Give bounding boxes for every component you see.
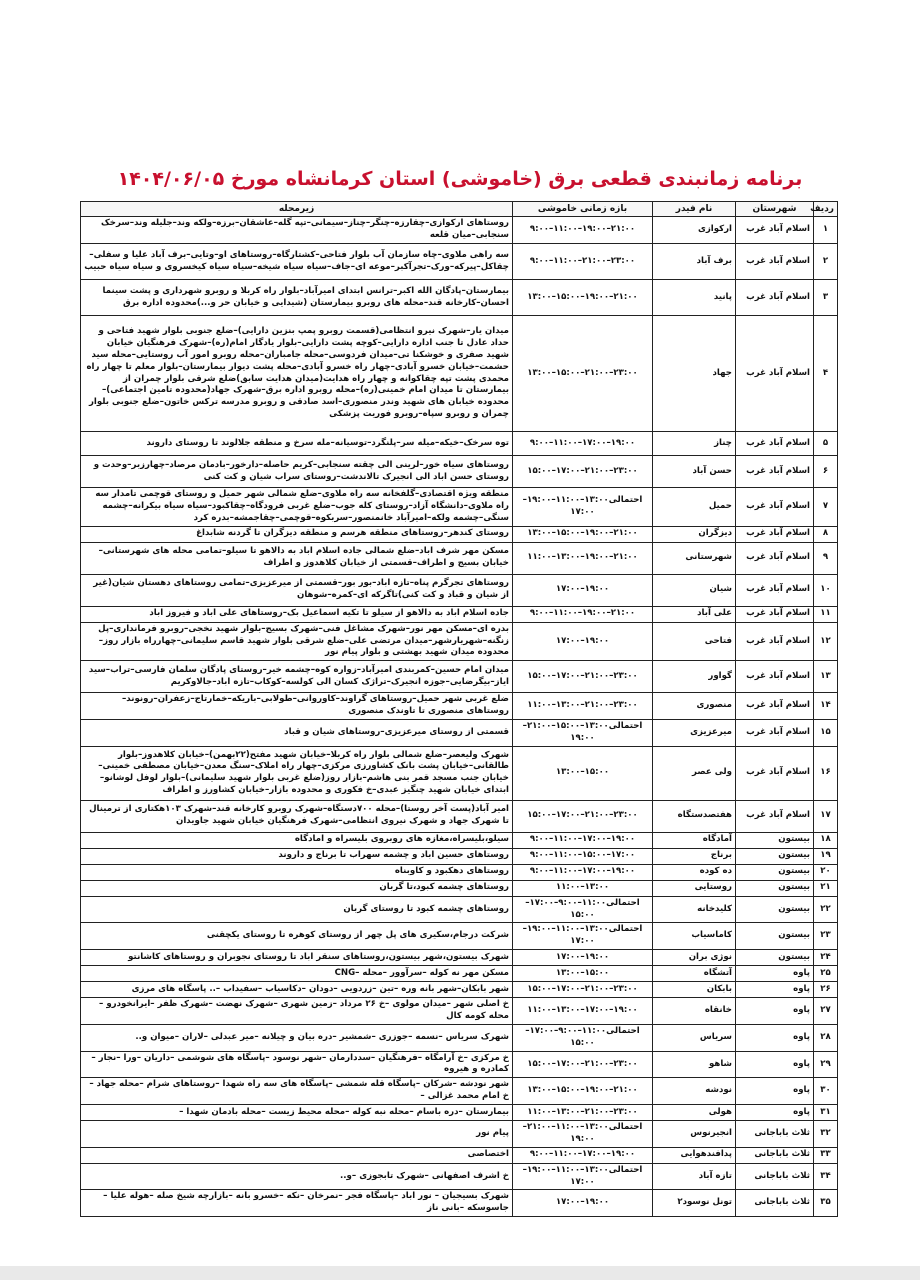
row-area: روستاهای تجرگرم پناه–تازه اباد–بور بور–قسمتی از میرعزیزی–تمامی روستاهای دهستان شیان(غیر از شیان و قباد و کت کنی)تاگرکه ای–کمره–شوهان [81,574,513,606]
row-area: شهرک بسیجیان – نور اباد –پاسگاه فجر –نمرخان –نکه –خسرو بانه –بازارچه شیخ صله –هوله علیا –جاسوسکه –بانی ناز [81,1190,513,1217]
row-feeder: تازه آباد [653,1163,736,1190]
header-time: بازه زمانی خاموشی [513,202,653,217]
row-index: ۲۸ [814,1024,838,1051]
row-time: ۱۷:۰۰–۱۵:۰۰–۱۱:۰۰–۹:۰۰ [513,848,653,864]
table-row [81,693,838,720]
row-feeder: میرعزیزی [653,720,736,747]
row-city: بیستون [736,923,814,950]
row-time: احتمالی۱۳:۰۰–۱۱:۰۰–۱۹:۰۰–۱۷:۰۰ [513,488,653,527]
table-row [81,574,838,606]
row-feeder: انجیرنوس [653,1121,736,1148]
table-row [81,622,838,661]
row-index: ۲۷ [814,998,838,1025]
row-time: احتمالی۱۳:۰۰–۱۵:۰۰–۲۱:۰۰–۱۹:۰۰ [513,720,653,747]
row-feeder: ارکوازی [653,217,736,244]
row-index: ۳۳ [814,1147,838,1163]
row-time: ۱۹:۰۰–۱۷:۰۰ [513,1190,653,1217]
table-row [81,542,838,574]
row-feeder: گواور [653,661,736,693]
row-time: ۱۵:۰۰–۱۳:۰۰ [513,746,653,800]
row-feeder: نوژی بران [653,950,736,966]
page-title: برنامه زمانبندی قطعی برق (خاموشی) استان کرمانشاه مورخ ۱۴۰۴/۰۶/۰۵ [117,168,803,190]
table-header-row [81,202,838,217]
table-row [81,456,838,488]
row-city: پاوه [736,966,814,982]
row-city: ثلاث باباجانی [736,1190,814,1217]
table-row [81,832,838,848]
table-row [81,896,838,923]
table-row [81,432,838,456]
row-area: بدره ای–مسکن مهر نور–شهرک مشاغل فنی–شهرک بسیج–بلوار شهید نخجی–روبرو فرمانداری–پل زنگنه–شهریارشهر–میدان مرتضی علی–ضلع شرقی بلوار شهید قاسم سلیمانی–چهارراه بازار روز–محدوده میدان شهید بهشتی و بلوار پیام نور [81,622,513,661]
row-index: ۳۴ [814,1163,838,1190]
table-row [81,864,838,880]
row-feeder: دیزگران [653,526,736,542]
row-area: روستاهای ارکوازی–چقارزه–چنگر–چناز–سیمانی–تپه گله–عاشقان–برزه–ولکه وند–جلیله وند–سرخک سنجابی–میان قلعه [81,217,513,244]
row-feeder: شهرستانی [653,542,736,574]
header-area: زیرمحله [81,202,513,217]
table-row [81,661,838,693]
row-area: روستاهای دهکبود و کاوبناه [81,864,513,880]
row-time: ۱۹:۰۰–۱۷:۰۰–۱۱:۰۰–۹:۰۰ [513,1147,653,1163]
row-feeder: نودشه [653,1078,736,1105]
row-index: ۷ [814,488,838,527]
row-index: ۱۲ [814,622,838,661]
row-feeder: منصوری [653,693,736,720]
row-area: خ اشرف اصفهانی –شهرک تابجوزی –و.. [81,1163,513,1190]
row-index: ۶ [814,456,838,488]
table-row [81,1190,838,1217]
row-area: شهر نودشه –شرکان –پاسگاه قله شمشی –پاسگاه های سه راه شهدا –روستاهای شرام –محله جهاد –خ امام محمد غزالی – [81,1078,513,1105]
row-area: جاده اسلام اباد به دالاهو از سیلو تا تکیه اسماعیل بک–روستاهای علی اباد و فیروز اباد [81,606,513,622]
row-index: ۲۵ [814,966,838,982]
row-time: ۲۳:۰۰–۲۱:۰۰–۱۷:۰۰–۱۵:۰۰ [513,661,653,693]
header-index: ردیف [814,202,838,217]
row-time: ۱۹:۰۰–۱۷:۰۰–۱۱:۰۰–۹:۰۰ [513,832,653,848]
table-row [81,746,838,800]
row-feeder: کلیدخانه [653,896,736,923]
table-row [81,998,838,1025]
row-index: ۴ [814,316,838,432]
row-city: ثلاث باباجانی [736,1121,814,1148]
row-time: احتمالی۱۳:۰۰–۱۱:۰۰–۱۹:۰۰–۱۷:۰۰ [513,1163,653,1190]
row-time: ۲۱:۰۰–۱۹:۰۰–۱۳:۰۰–۱۱:۰۰ [513,542,653,574]
row-city: اسلام آباد غرب [736,720,814,747]
row-area: قسمتی از روستای میرعزیزی–روستاهای شیان و قباد [81,720,513,747]
row-feeder: تونل نوسود۲ [653,1190,736,1217]
row-time: ۲۳:۰۰–۲۱:۰۰–۱۱:۰۰–۹:۰۰ [513,244,653,280]
row-city: اسلام آباد غرب [736,244,814,280]
row-feeder: آمادگاه [653,832,736,848]
row-time: ۱۹:۰۰–۱۷:۰۰–۱۱:۰۰–۹:۰۰ [513,432,653,456]
row-area: میدان امام حسین–کمربندی امیرآباد–زواره کوه–چشمه خیر–روستای پادگان سلمان فارسی–تراب–سید ایاز–بیگرضایی–جوزه انجیرک–تراژک کسان الی کولسه–کوکاب–تازه اباد–جالاوکریم [81,661,513,693]
row-city: اسلام آباد غرب [736,574,814,606]
table-row [81,1078,838,1105]
row-city: بیستون [736,880,814,896]
table-row [81,280,838,316]
row-city: پاوه [736,982,814,998]
row-time: ۲۳:۰۰–۲۱:۰۰–۱۳:۰۰–۱۱:۰۰ [513,1105,653,1121]
row-city: اسلام آباد غرب [736,456,814,488]
table-row [81,1024,838,1051]
row-feeder: روستایی [653,880,736,896]
table-row [81,848,838,864]
row-area: مسکن مهر شرف اباد–ضلع شمالی جاده اسلام اباد به دالاهو تا سیلو–تمامی محله های شهرستانی–خیابان بسیج و اطراف–قسمتی از خیابان کلاهدوز و اطراف [81,542,513,574]
row-index: ۳۰ [814,1078,838,1105]
row-feeder: علی آباد [653,606,736,622]
table-row [81,244,838,280]
row-feeder: بابکان [653,982,736,998]
row-city: اسلام آباد غرب [736,432,814,456]
row-area: سه راهی ملاوی–چاه سازمان آب بلوار فتاحی–کشتارگاه–روستاهای او–وتایی–برف آباد علیا و سفلی–چقاکل–پیرکه–ورک–تجرآکبر–موعه ای–جاف–سیاه سیاه شیخه–سیاه سیاه کیخسروی و سیاه سیاه حبیب [81,244,513,280]
row-area: خ مرکزی –خ آرامگاه –فرهنگیان –سددارمان –شهر نوسود –پاسگاه های شوشمی –داریان –ورا –نجار –کمادره و هیروه [81,1051,513,1078]
row-index: ۱۳ [814,661,838,693]
row-index: ۱ [814,217,838,244]
row-feeder: جهاد [653,316,736,432]
row-city: اسلام آباد غرب [736,800,814,832]
row-index: ۱۶ [814,746,838,800]
table-row [81,800,838,832]
row-area: سیلو،بلیسراه،مغازه های روبروی بلیسراه و امادگاه [81,832,513,848]
row-time: ۱۹:۰۰–۱۷:۰۰ [513,950,653,966]
row-feeder: فتاحی [653,622,736,661]
row-time: ۲۱:۰۰–۱۹:۰۰–۱۵:۰۰–۱۳:۰۰ [513,1078,653,1105]
row-feeder: پدافندهوایی [653,1147,736,1163]
row-city: پاوه [736,1078,814,1105]
row-area: منطقه ویژه اقتصادی–گلفخانه سه راه ملاوی–ضلع شمالی شهر حمیل و روستای قوچمی تامدار سه راه ملاوی–دانشگاه آزاد–روستای کله جوب–ضلع غربی فرودگاه–چقاکبود–سیاه سیاه بیکرانه–چشمه سنگی–چشمه ولکه–امیرآباد خانمنصور–سربکوه–قوچمی–چقاجمشه–بدره کرد [81,488,513,527]
row-area: شهرک بیستون،شهر بیستون،روستاهای سنقر اباد تا روستای نجوبران و روستاهای کاشانتو [81,950,513,966]
row-area: روستاهای چشمه کبود،تا گربان [81,880,513,896]
row-city: بیستون [736,896,814,923]
row-feeder: برف آباد [653,244,736,280]
row-area: روستاهای حسین اباد و چشمه سهراب تا برناج و داروند [81,848,513,864]
row-feeder: ده کوده [653,864,736,880]
header-city: شهرستان [736,202,814,217]
table-row [81,982,838,998]
row-city: بیستون [736,864,814,880]
row-area: شرکت درجام،سکیری های پل چهر از روستای کوهره تا روستای یکچقنی [81,923,513,950]
row-city: بیستون [736,848,814,864]
row-feeder: پانید [653,280,736,316]
row-index: ۲۳ [814,923,838,950]
row-area: شهر بابکان–شهر بانه وره –تین –زردویی –دودان –دکاسیاب –سفیداب –.. پاسگاه های مرزی [81,982,513,998]
row-feeder: چناز [653,432,736,456]
row-time: ۲۳:۰۰–۲۱:۰۰–۱۷:۰۰–۱۵:۰۰ [513,1051,653,1078]
footer-bar [0,1266,920,1280]
row-feeder: خانقاه [653,998,736,1025]
row-time: ۱۵:۰۰–۱۳:۰۰ [513,966,653,982]
row-index: ۵ [814,432,838,456]
row-index: ۲۰ [814,864,838,880]
table-row [81,526,838,542]
row-time: ۲۳:۰۰–۲۱:۰۰–۱۷:۰۰–۱۵:۰۰ [513,982,653,998]
row-area: پیام نور [81,1121,513,1148]
row-feeder: حسن آباد [653,456,736,488]
row-feeder: کاماسیاب [653,923,736,950]
row-index: ۳۱ [814,1105,838,1121]
row-feeder: هفتصدستگاه [653,800,736,832]
row-feeder: هولی [653,1105,736,1121]
row-index: ۱۸ [814,832,838,848]
row-time: ۲۳:۰۰–۲۱:۰۰–۱۳:۰۰–۱۱:۰۰ [513,693,653,720]
row-index: ۳۵ [814,1190,838,1217]
row-city: اسلام آباد غرب [736,693,814,720]
row-time: ۲۱:۰۰–۱۹:۰۰–۱۵:۰۰–۱۳:۰۰ [513,526,653,542]
table-row [81,488,838,527]
table-row [81,923,838,950]
row-city: پاوه [736,1051,814,1078]
row-feeder: شیان [653,574,736,606]
row-index: ۱۵ [814,720,838,747]
table-row [81,950,838,966]
table-row [81,316,838,432]
row-city: اسلام آباد غرب [736,526,814,542]
row-time: ۱۳:۰۰–۱۱:۰۰ [513,880,653,896]
row-time: احتمالی۱۳:۰۰–۱۱:۰۰–۱۹:۰۰–۱۷:۰۰ [513,923,653,950]
row-area: روستای کندهر–روستاهای منطقه هرسم و منطقه دیزگران تا گردنه شابداغ [81,526,513,542]
table-row [81,1051,838,1078]
row-index: ۱۴ [814,693,838,720]
table-row [81,880,838,896]
header-feeder: نام فیدر [653,202,736,217]
row-time: ۱۹:۰۰–۱۷:۰۰–۱۳:۰۰–۱۱:۰۰ [513,998,653,1025]
row-city: بیستون [736,832,814,848]
row-feeder: برناج [653,848,736,864]
table-row [81,606,838,622]
row-time: ۲۱:۰۰–۱۹:۰۰–۱۱:۰۰–۹:۰۰ [513,606,653,622]
row-city: اسلام آباد غرب [736,280,814,316]
row-index: ۸ [814,526,838,542]
row-time: ۲۳:۰۰–۲۱:۰۰–۱۷:۰۰–۱۵:۰۰ [513,456,653,488]
row-city: ثلاث باباجانی [736,1147,814,1163]
row-area: توه سرخک–خیکه–میله سر–پلنگرد–توسیانه–مله سرخ و منطقه جلالوند تا روستای داروند [81,432,513,456]
row-time: ۲۳:۰۰–۲۱:۰۰–۱۷:۰۰–۱۵:۰۰ [513,800,653,832]
row-city: اسلام آباد غرب [736,217,814,244]
row-index: ۹ [814,542,838,574]
row-city: ثلاث باباجانی [736,1163,814,1190]
row-index: ۳۲ [814,1121,838,1148]
row-city: اسلام آباد غرب [736,661,814,693]
row-area: اختصاصی [81,1147,513,1163]
row-city: بیستون [736,950,814,966]
row-city: اسلام آباد غرب [736,606,814,622]
row-index: ۲۹ [814,1051,838,1078]
row-city: اسلام آباد غرب [736,488,814,527]
row-area: امیر آباد(پست آخر روستا)–محله ۷۰۰دستگاه–شهرک روبرو کارخانه قند–شهرک ۱۰۳هکتاری از ترمینال تا شهرک جهاد و شهرک نیروی انتظامی–شهرک فرهنگیان خیابان شهید جاویدان [81,800,513,832]
table-row [81,1121,838,1148]
row-time: ۱۹:۰۰–۱۷:۰۰ [513,622,653,661]
row-city: اسلام آباد غرب [736,316,814,432]
row-index: ۱۷ [814,800,838,832]
row-index: ۲۱ [814,880,838,896]
table-row [81,217,838,244]
row-city: اسلام آباد غرب [736,622,814,661]
table-row [81,1163,838,1190]
row-city: پاوه [736,1024,814,1051]
row-time: احتمالی۱۱:۰۰–۹:۰۰–۱۷:۰۰–۱۵:۰۰ [513,896,653,923]
outage-schedule-table [80,201,838,1217]
row-feeder: ولی عصر [653,746,736,800]
row-index: ۱۹ [814,848,838,864]
row-time: ۱۹:۰۰–۱۷:۰۰–۱۱:۰۰–۹:۰۰ [513,864,653,880]
row-index: ۳ [814,280,838,316]
row-feeder: آتشگاه [653,966,736,982]
row-time: ۲۱:۰۰–۱۹:۰۰–۱۱:۰۰–۹:۰۰ [513,217,653,244]
row-index: ۲ [814,244,838,280]
row-index: ۲۲ [814,896,838,923]
row-time: احتمالی۱۳:۰۰–۱۱:۰۰–۲۱:۰۰–۱۹:۰۰ [513,1121,653,1148]
row-index: ۲۶ [814,982,838,998]
row-area: روستاهای چشمه کبود تا روستای گربان [81,896,513,923]
row-area: ضلع غربی شهر حمیل–روستاهای گراوند–کاوروانی–طولابی–باریکه–خمارتاج–زعفران–رونوند–روستاهای منصوری تا تاوندک منصوری [81,693,513,720]
row-city: اسلام آباد غرب [736,746,814,800]
row-time: ۲۳:۰۰–۲۱:۰۰–۱۵:۰۰–۱۳:۰۰ [513,316,653,432]
row-feeder: شاهو [653,1051,736,1078]
table-body [81,217,838,1217]
row-area: روستاهای سیاه خور–لرینی الی چقته سنجابی–کریم حاصله–دارخور–بادمان مرصاد–چهارزبر–وحدت و روستای حسن اباد الی انجیرک تالاندشت–روستای سراب شیان و کت کنی [81,456,513,488]
row-time: ۲۱:۰۰–۱۹:۰۰–۱۵:۰۰–۱۳:۰۰ [513,280,653,316]
row-time: احتمالی۱۱:۰۰–۹:۰۰–۱۷:۰۰–۱۵:۰۰ [513,1024,653,1051]
row-city: پاوه [736,998,814,1025]
table-row [81,720,838,747]
row-area: شهرک سریاس –نسمه –جوزری –شمشیر –دره بیان و چیلانه –میر عبدلی –لاران –میوان و.. [81,1024,513,1051]
row-area: مسکن مهر نه کوله –سرآوور –محله –CNG [81,966,513,982]
row-index: ۲۴ [814,950,838,966]
row-city: پاوه [736,1105,814,1121]
row-feeder: سریاس [653,1024,736,1051]
row-area: خ اصلی شهر –میدان مولوی –خ ۲۶ مرداد –زمین شهری –شهرک نهضت –شهرک ظفر –ایرانخودرو –محله کومه کال [81,998,513,1025]
row-feeder: حمیل [653,488,736,527]
row-area: میدان یار–شهرک نیرو انتظامی(قسمت روبرو پمپ بنزین دارایی)–ضلع جنوبی بلوار شهید فتاحی و حداد عادل تا جنب اداره دارایی–کوچه پشت دارایی–بلوار یادگار امام(ره)–شهرک فرهنگیان خیابان شهید صفری و خوشکنا تی–میدان فردوسی–محله جامباران–محله روبرو امور آب روستایی–محله سید حشمت–خیابان خسرو آبادی–چهار راه خسرو آبادی–محله پشت دیوار بیمارستان–بلوار معلم تا چهار راه محمدی پشت تپه چقاکوانه و چهار راه هدایت(میدان هدایت سابق)ضلع شرقی بلوار چمران از بیمارستان تا میدان امام خمینی(ره)–محله روبرو اداره برق–شهرک جهاد(محدوده تامین اجتماعی)–محدوده خیابان های شهید وندر منصوری–اسد صادقی و روبرو مدرسه ترکس خاتون–ضلع جنوبی بلوار چمران و روبرو سپاه–روبرو فوریت پزشکی [81,316,513,432]
row-area: بیمارستان–پادگان الله اکبر–ترانس ابتدای امیرآباد–بلوار راه کربلا و روبرو شهرداری و پشت سینما احسان–کارخانه قند–محله های روبرو بیمارستان (شیدایی و خیابان حر و...)محدوده اداره برق [81,280,513,316]
table-row [81,1147,838,1163]
table-row [81,1105,838,1121]
row-index: ۱۱ [814,606,838,622]
row-time: ۱۹:۰۰–۱۷:۰۰ [513,574,653,606]
row-area: شهرک ولیعصر–ضلع شمالی بلوار راه کربلا–خیابان شهید مفتح(۲۲بهمن)–خیابان کلاهدوز–بلوار طالقانی–خیابان پشت بانک کشاورزی مرکزی–چهار راه املاک–سنگ معدن–خیابان مصطفی خمینی–خیابان جنب مسجد قمر بنی هاشم–بازار روز(ضلع غربی بلوار شهید سلیمانی)–بلوار لوفل لوشانو–ابتدای خیابان شهید چنگیز عبدی–خ فکوری و محدوده بازار–خیابان کشاورز و اطراف [81,746,513,800]
row-index: ۱۰ [814,574,838,606]
row-city: اسلام آباد غرب [736,542,814,574]
row-area: بیمارستان –دره باسام –محله نبه کوله –محله محیط زیست –محله بادمان شهدا – [81,1105,513,1121]
table-row [81,966,838,982]
